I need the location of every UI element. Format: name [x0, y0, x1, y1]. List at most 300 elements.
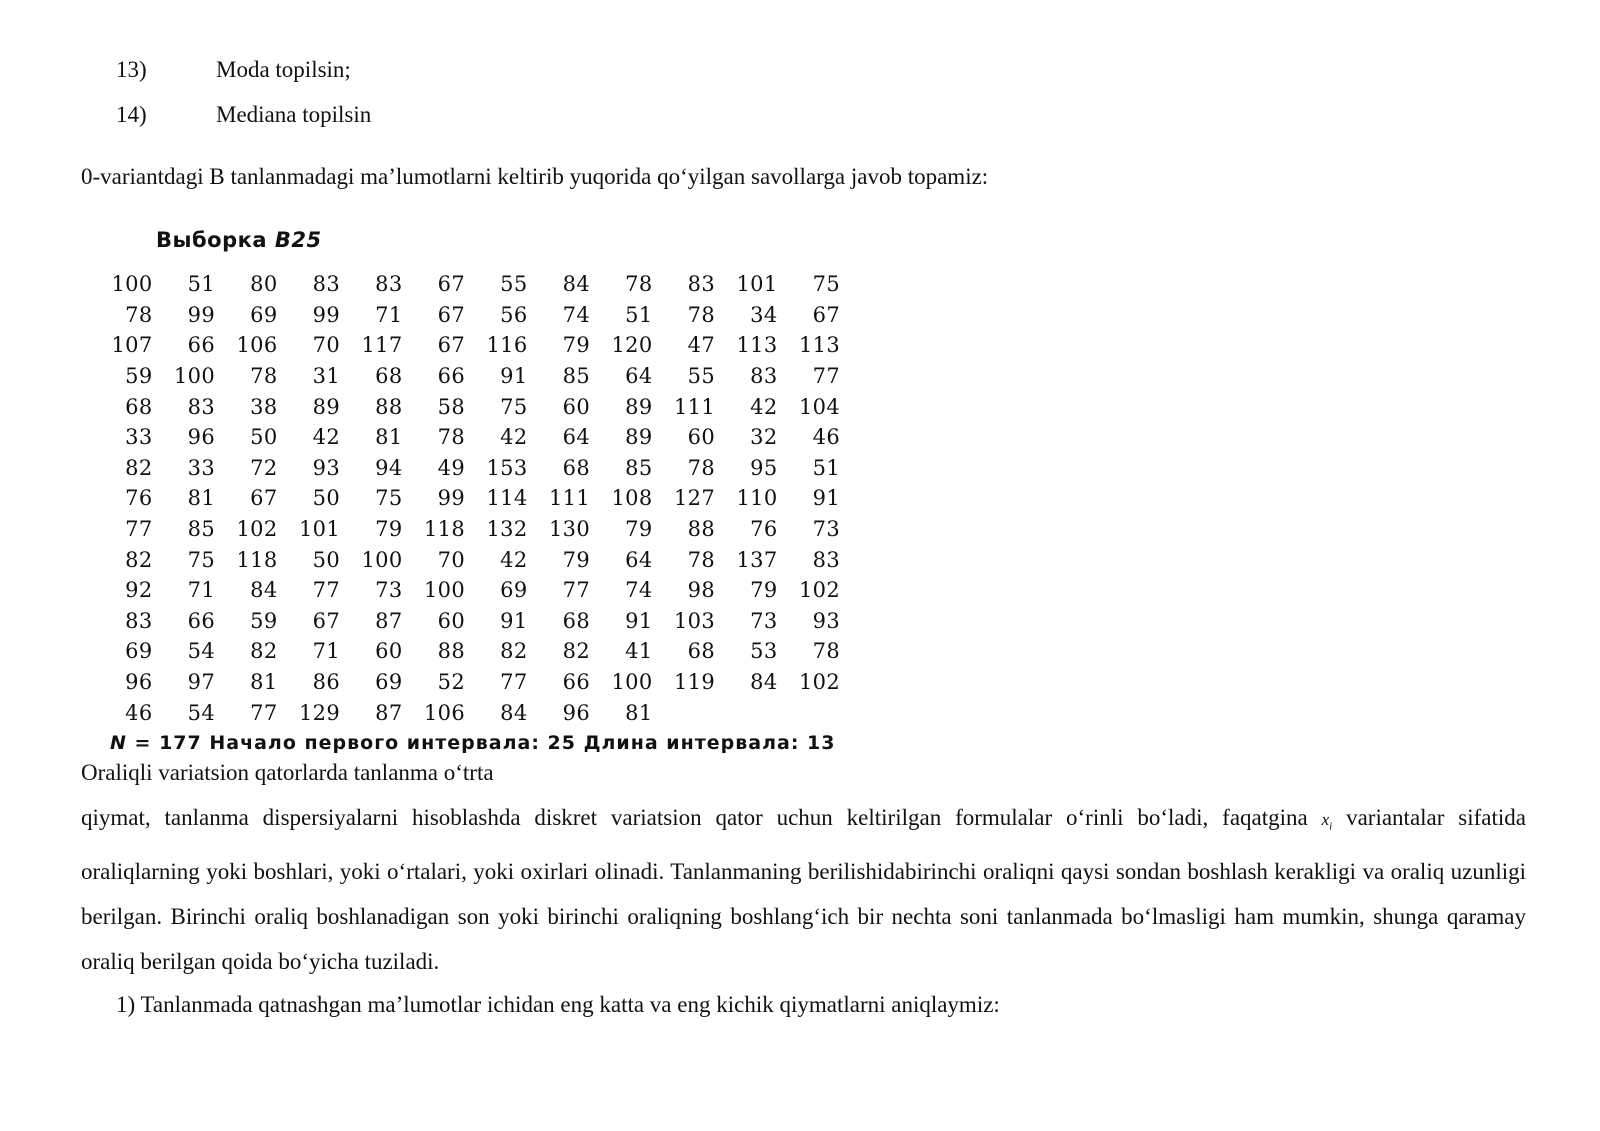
- sample-cell: [288, 483, 351, 514]
- sample-value: 106: [236, 333, 278, 358]
- sample-value: 120: [611, 333, 653, 358]
- sample-value: 78: [812, 639, 840, 664]
- sample-cell: [725, 667, 788, 698]
- sample-value: 83: [125, 608, 153, 633]
- xi-base: x: [1321, 810, 1330, 829]
- sample-figure: [100, 222, 850, 782]
- sample-cell: [663, 269, 726, 300]
- sample-cell: [288, 391, 351, 422]
- sample-cell: [663, 514, 726, 545]
- sample-value: 82: [125, 547, 153, 572]
- sample-cell: [163, 514, 226, 545]
- math-variable-xi: [1321, 810, 1333, 833]
- sample-cell: [413, 667, 476, 698]
- sample-cell: [163, 330, 226, 361]
- sample-cell: [663, 330, 726, 361]
- sample-value: 103: [674, 608, 715, 633]
- sample-cell: [350, 667, 413, 698]
- sample-value: 78: [125, 302, 153, 327]
- sample-value: 70: [312, 333, 340, 358]
- sample-value: 83: [312, 272, 340, 297]
- sample-cell: [288, 606, 351, 637]
- sample-value: 106: [424, 700, 465, 725]
- sample-value: 93: [312, 455, 340, 480]
- sample-value: 94: [375, 455, 403, 480]
- sample-title-prefix: Выборка: [156, 228, 268, 252]
- sample-value: 79: [375, 517, 403, 542]
- sample-cell: [225, 636, 288, 667]
- sample-value: 79: [750, 578, 778, 603]
- sample-value: 54: [187, 639, 215, 664]
- sample-cell: [663, 636, 726, 667]
- sample-value: 83: [187, 394, 215, 419]
- list-text: Mediana topilsin: [216, 102, 372, 127]
- sample-cell: [538, 544, 601, 575]
- sample-value: 75: [187, 547, 215, 572]
- sample-value: 60: [687, 425, 715, 450]
- sample-value: 56: [500, 302, 528, 327]
- sample-cell: [225, 667, 288, 698]
- sample-cell: [475, 544, 538, 575]
- sample-cell: [288, 361, 351, 392]
- sample-value: 71: [375, 302, 403, 327]
- sample-value: 96: [562, 700, 590, 725]
- sample-cell: [413, 575, 476, 606]
- sample-cell: [163, 422, 226, 453]
- sample-cell: [788, 361, 851, 392]
- sample-value: 87: [375, 700, 403, 725]
- sample-value: 83: [812, 547, 840, 572]
- sample-value: 68: [562, 608, 590, 633]
- sample-cell: [475, 453, 538, 484]
- sample-value: 66: [562, 670, 590, 695]
- intro-sentence: 0-variantdagi B tanlanmadagi ma’lumotlarni keltirib yuqorida qo‘yilgan savollarga javob topamiz:: [81, 164, 989, 189]
- sample-cell: [288, 544, 351, 575]
- sample-value: 32: [750, 425, 778, 450]
- sample-cell: [413, 453, 476, 484]
- sample-value: 98: [687, 578, 715, 603]
- sample-cell: [225, 391, 288, 422]
- sample-value: 33: [125, 425, 153, 450]
- sample-cell: [350, 575, 413, 606]
- sample-cell: [350, 300, 413, 331]
- sample-cell: [288, 453, 351, 484]
- sample-cell: [600, 483, 663, 514]
- sample-row: [100, 636, 850, 667]
- sample-cell: [413, 361, 476, 392]
- sample-cell: [413, 514, 476, 545]
- sample-value: 68: [562, 455, 590, 480]
- sample-row: [100, 606, 850, 637]
- sample-row: [100, 391, 850, 422]
- sample-value: 73: [750, 608, 778, 633]
- sample-value: 118: [424, 517, 465, 542]
- sample-value: 118: [236, 547, 278, 572]
- sample-value: 87: [375, 608, 403, 633]
- list-text: Moda topilsin;: [216, 57, 351, 82]
- sample-value: 74: [562, 302, 590, 327]
- paragraph-text: qiymat, tanlanma dispersiyalarni hisoblashda diskret variatsion qator uchun keltirilgan formulalar o‘rinli bo‘ladi, faqatgina: [81, 805, 1322, 830]
- sample-cell: [163, 636, 226, 667]
- sample-row: [100, 575, 850, 606]
- sample-value: 50: [312, 486, 340, 511]
- sample-cell: [413, 636, 476, 667]
- sample-cell: [663, 544, 726, 575]
- sample-value: 77: [562, 578, 590, 603]
- sample-cell: [225, 514, 288, 545]
- sample-cell: [538, 514, 601, 545]
- sample-row: [100, 667, 850, 698]
- sample-value: 71: [312, 639, 340, 664]
- sample-cell: [600, 514, 663, 545]
- sample-value: 97: [187, 670, 215, 695]
- sample-value: 119: [674, 670, 715, 695]
- sample-cell: [600, 606, 663, 637]
- sample-value: 85: [562, 364, 590, 389]
- xi-subscript: i: [1329, 820, 1333, 833]
- sample-cell: [350, 391, 413, 422]
- sample-value: 99: [187, 302, 215, 327]
- sample-cell: [538, 667, 601, 698]
- sample-row: [100, 514, 850, 545]
- sample-value: 132: [486, 517, 528, 542]
- sample-cell: [538, 483, 601, 514]
- sample-value: 75: [375, 486, 403, 511]
- sample-value: 42: [312, 425, 340, 450]
- sample-value: 96: [125, 670, 153, 695]
- sample-value: 41: [625, 639, 653, 664]
- sample-value: 91: [812, 486, 840, 511]
- sample-value: 84: [562, 272, 590, 297]
- sample-cell: [663, 391, 726, 422]
- sample-value: 78: [437, 425, 465, 450]
- sample-cell: [788, 544, 851, 575]
- sample-value: 88: [687, 517, 715, 542]
- sample-value: 82: [250, 639, 278, 664]
- sample-value: 55: [500, 272, 528, 297]
- sample-cell: [788, 697, 851, 728]
- sample-value: 68: [375, 364, 403, 389]
- sample-cell: [413, 422, 476, 453]
- sample-value: 89: [312, 394, 340, 419]
- sample-cell: [538, 606, 601, 637]
- sample-value: 74: [625, 578, 653, 603]
- sample-value: 83: [687, 272, 715, 297]
- sample-value: 116: [486, 333, 528, 358]
- sample-cell: [100, 636, 163, 667]
- sample-cell: [725, 391, 788, 422]
- sample-cell: [475, 667, 538, 698]
- sample-value: 81: [187, 486, 215, 511]
- sample-value: 80: [250, 272, 278, 297]
- sample-cell: [663, 422, 726, 453]
- sample-cell: [725, 697, 788, 728]
- sample-value: 111: [674, 394, 715, 419]
- sample-cell: [100, 697, 163, 728]
- sample-value: 91: [625, 608, 653, 633]
- sample-cell: [538, 391, 601, 422]
- sample-cell: [600, 575, 663, 606]
- sample-value: 100: [361, 547, 403, 572]
- sample-value: 107: [111, 333, 153, 358]
- sample-cell: [100, 330, 163, 361]
- sample-cell: [538, 453, 601, 484]
- sample-cell: [475, 636, 538, 667]
- sample-cell: [413, 606, 476, 637]
- sample-cell: [163, 453, 226, 484]
- sample-cell: [350, 514, 413, 545]
- sample-cell: [788, 300, 851, 331]
- sample-value: 81: [375, 425, 403, 450]
- sample-value: 96: [187, 425, 215, 450]
- sample-cell: [413, 391, 476, 422]
- sample-cell: [725, 361, 788, 392]
- sample-title: [156, 228, 322, 252]
- sample-cell: [163, 391, 226, 422]
- sample-value: 38: [250, 394, 278, 419]
- sample-value: 86: [312, 670, 340, 695]
- sample-cell: [163, 544, 226, 575]
- sample-cell: [725, 300, 788, 331]
- sample-value: 137: [736, 547, 778, 572]
- sample-value: 51: [812, 455, 840, 480]
- sample-cell: [475, 300, 538, 331]
- sample-value: 76: [125, 486, 153, 511]
- sample-table-body: [100, 269, 850, 728]
- sample-value: 64: [625, 547, 653, 572]
- sample-value: 83: [750, 364, 778, 389]
- sample-row: [100, 269, 850, 300]
- sample-cell: [725, 575, 788, 606]
- sample-cell: [600, 422, 663, 453]
- sample-footer-text: = 177 Начало первого интервала: 25 Длина интервала: 13: [134, 732, 836, 754]
- sample-row: [100, 483, 850, 514]
- sample-value: 60: [375, 639, 403, 664]
- sample-value: 83: [375, 272, 403, 297]
- sample-value: 81: [625, 700, 653, 725]
- sample-cell: [225, 606, 288, 637]
- sample-cell: [100, 269, 163, 300]
- sample-value: 42: [750, 394, 778, 419]
- sample-cell: [100, 606, 163, 637]
- sample-value: 88: [375, 394, 403, 419]
- sample-value: 68: [125, 394, 153, 419]
- sample-cell: [475, 269, 538, 300]
- sample-cell: [788, 636, 851, 667]
- sample-value: 52: [437, 670, 465, 695]
- sample-value: 66: [187, 333, 215, 358]
- sample-value: 102: [236, 517, 278, 542]
- sample-cell: [350, 606, 413, 637]
- sample-value: 101: [299, 517, 340, 542]
- sample-value: 93: [812, 608, 840, 633]
- sample-value: 51: [625, 302, 653, 327]
- sample-cell: [350, 330, 413, 361]
- sample-cell: [225, 453, 288, 484]
- sample-cell: [350, 483, 413, 514]
- sample-value: 108: [611, 486, 653, 511]
- sample-cell: [788, 667, 851, 698]
- sample-value: 58: [437, 394, 465, 419]
- sample-cell: [413, 483, 476, 514]
- sample-cell: [538, 422, 601, 453]
- sample-value: 82: [500, 639, 528, 664]
- sample-value: 78: [687, 547, 715, 572]
- sample-cell: [725, 483, 788, 514]
- sample-cell: [725, 544, 788, 575]
- sample-cell: [725, 636, 788, 667]
- sample-cell: [663, 575, 726, 606]
- sample-cell: [663, 667, 726, 698]
- sample-value: 69: [375, 670, 403, 695]
- sample-value: 71: [187, 578, 215, 603]
- sample-value: 73: [375, 578, 403, 603]
- sample-cell: [725, 422, 788, 453]
- sample-cell: [663, 361, 726, 392]
- sample-title-name: B25: [274, 228, 322, 252]
- sample-value: 99: [312, 302, 340, 327]
- sample-value: 69: [125, 639, 153, 664]
- sample-cell: [725, 514, 788, 545]
- sample-row: [100, 697, 850, 728]
- sample-value: 100: [611, 670, 653, 695]
- sample-cell: [788, 575, 851, 606]
- sample-value: 89: [625, 425, 653, 450]
- paragraph-text-cont: variantalar sifatida oraliqlarning yoki boshlari, yoki o‘rtalari, yoki oxirlari olinadi. Tanlanmaning berilishidabirinchi oraliqni qaysi sondan boshlash kerakligi va oraliq uzunligi berilgan. Birinchi oraliq boshlanadigan son yoki birinchi oraliqning boshlang‘ich bir nechta soni tanlanmada bo‘lmasligi ham mumkin, shunga qaramay oraliq berilgan qoida bo‘yicha tuziladi.: [81, 805, 1526, 975]
- sample-cell: [663, 483, 726, 514]
- sample-value: 113: [736, 333, 778, 358]
- sample-value: 100: [424, 578, 465, 603]
- sample-value: 113: [799, 333, 840, 358]
- sample-value: 33: [187, 455, 215, 480]
- sample-cell: [163, 269, 226, 300]
- sample-value: 77: [312, 578, 340, 603]
- sample-value: 101: [736, 272, 778, 297]
- sample-value: 68: [687, 639, 715, 664]
- sample-cell: [788, 269, 851, 300]
- sample-cell: [538, 575, 601, 606]
- sample-cell: [100, 300, 163, 331]
- sample-cell: [725, 330, 788, 361]
- sample-cell: [538, 330, 601, 361]
- sample-value: 53: [750, 639, 778, 664]
- sample-value: 82: [562, 639, 590, 664]
- sample-value: 47: [687, 333, 715, 358]
- sample-cell: [788, 514, 851, 545]
- sample-cell: [100, 667, 163, 698]
- sample-cell: [350, 361, 413, 392]
- sample-value: 70: [437, 547, 465, 572]
- sample-cell: [413, 544, 476, 575]
- sample-cell: [100, 453, 163, 484]
- sample-cell: [475, 330, 538, 361]
- sample-cell: [788, 453, 851, 484]
- sample-cell: [475, 575, 538, 606]
- sample-row: [100, 300, 850, 331]
- sample-cell: [288, 636, 351, 667]
- sample-cell: [100, 514, 163, 545]
- sample-cell: [100, 422, 163, 453]
- sample-value: 77: [250, 700, 278, 725]
- sample-cell: [788, 330, 851, 361]
- sample-value: 79: [562, 547, 590, 572]
- sample-cell: [600, 697, 663, 728]
- sample-value: 69: [250, 302, 278, 327]
- sample-value: 78: [250, 364, 278, 389]
- sample-cell: [475, 606, 538, 637]
- step-1-text: 1) Tanlanmada qatnashgan ma’lumotlar ichidan eng katta va eng kichik qiymatlarni aniqlaymiz:: [116, 992, 1000, 1017]
- sample-value: 79: [625, 517, 653, 542]
- sample-value: 67: [437, 272, 465, 297]
- sample-cell: [288, 330, 351, 361]
- sample-value: 59: [125, 364, 153, 389]
- sample-cell: [163, 575, 226, 606]
- sample-cell: [600, 453, 663, 484]
- sample-cell: [725, 606, 788, 637]
- sample-cell: [288, 422, 351, 453]
- sample-value: 81: [250, 670, 278, 695]
- sample-value: 89: [625, 394, 653, 419]
- sample-cell: [100, 575, 163, 606]
- sample-value: 59: [250, 608, 278, 633]
- sample-value: 100: [174, 364, 215, 389]
- sample-value: 85: [625, 455, 653, 480]
- sample-value: 114: [486, 486, 528, 511]
- sample-value: 60: [562, 394, 590, 419]
- sample-value: 42: [500, 547, 528, 572]
- sample-value: 84: [500, 700, 528, 725]
- sample-value: 76: [750, 517, 778, 542]
- sample-cell: [100, 361, 163, 392]
- sample-cell: [538, 269, 601, 300]
- sample-cell: [288, 667, 351, 698]
- sample-row: [100, 453, 850, 484]
- sample-value: 60: [437, 608, 465, 633]
- sample-cell: [225, 422, 288, 453]
- sample-value: 84: [250, 578, 278, 603]
- sample-cell: [475, 422, 538, 453]
- sample-value: 55: [687, 364, 715, 389]
- sample-value: 78: [625, 272, 653, 297]
- sample-value: 82: [125, 455, 153, 480]
- sample-value: 129: [299, 700, 340, 725]
- sample-cell: [100, 544, 163, 575]
- sample-cell: [663, 697, 726, 728]
- sample-cell: [163, 697, 226, 728]
- sample-cell: [163, 361, 226, 392]
- sample-cell: [225, 575, 288, 606]
- sample-value: 50: [250, 425, 278, 450]
- sample-cell: [288, 697, 351, 728]
- sample-value: 67: [812, 302, 840, 327]
- sample-cell: [225, 483, 288, 514]
- sample-size-symbol: N: [110, 732, 127, 754]
- sample-value: 49: [437, 455, 465, 480]
- sample-cell: [100, 483, 163, 514]
- sample-value: 77: [500, 670, 528, 695]
- list-number: 13): [116, 57, 147, 82]
- sample-value: 31: [312, 364, 340, 389]
- sample-cell: [475, 391, 538, 422]
- sample-value: 69: [500, 578, 528, 603]
- sample-table: [100, 269, 850, 728]
- paragraph-first-line: Oraliqli variatsion qatorlarda tanlanma o‘trta: [81, 760, 494, 785]
- sample-value: 88: [437, 639, 465, 664]
- sample-row: [100, 330, 850, 361]
- sample-value: 92: [125, 578, 153, 603]
- sample-cell: [725, 269, 788, 300]
- sample-cell: [163, 667, 226, 698]
